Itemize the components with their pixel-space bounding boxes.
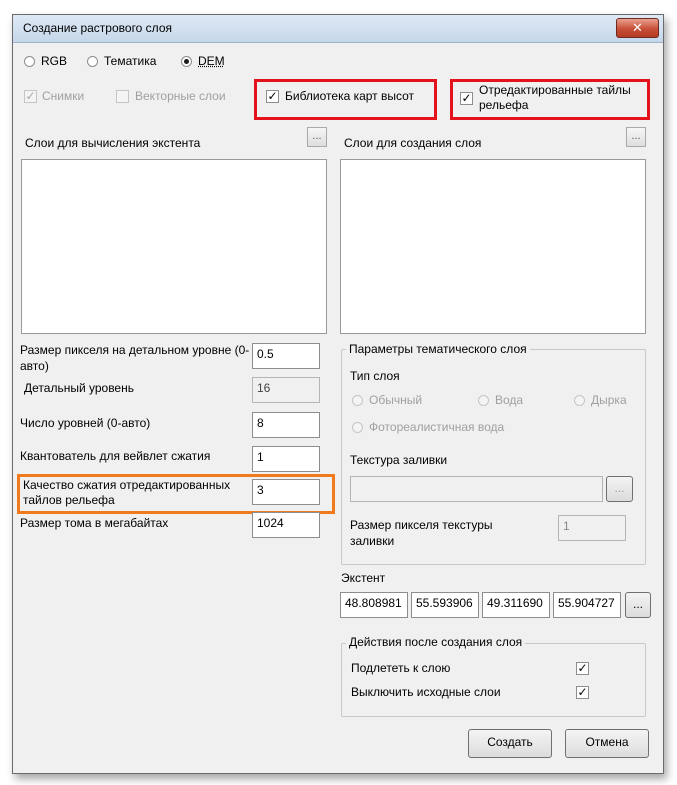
snapshots-checkbox[interactable]: ✓ [25, 89, 36, 103]
type-water-label: Вода [495, 393, 524, 407]
quantizer-label: Квантователь для вейвлет сжатия [20, 449, 211, 463]
radio-rgb-label: RGB [41, 54, 68, 68]
type-hole-radio[interactable] [574, 395, 585, 406]
radio-dem[interactable] [181, 56, 192, 67]
height-library-label: Библиотека карт высот [285, 89, 415, 103]
pixel-size-label: Размер пикселя на детальном уровне (0-авто) [20, 343, 250, 373]
disable-sources-checkbox[interactable]: ✓ [577, 685, 588, 699]
radio-thematic[interactable] [87, 56, 98, 67]
type-normal-radio[interactable] [352, 395, 363, 406]
height-library-checkbox[interactable]: ✓ [267, 89, 278, 103]
close-icon: ✕ [632, 20, 643, 35]
extent-input-1[interactable]: 48.808981 [340, 592, 408, 618]
extent-layers-label: Слои для вычисления экстента [25, 136, 201, 150]
disable-sources-label: Выключить исходные слои [351, 685, 501, 699]
thematic-params-title: Параметры тематического слоя [346, 342, 530, 356]
extent-input-4[interactable]: 55.904727 [553, 592, 621, 618]
extent-browse-button[interactable]: ... [625, 592, 651, 618]
dialog-window [12, 14, 664, 774]
volume-size-label: Размер тома в мегабайтах [20, 516, 169, 530]
type-photo-water-radio[interactable] [352, 422, 363, 433]
after-actions-group [341, 643, 646, 717]
create-button[interactable]: Создать [468, 729, 552, 758]
compression-quality-label: Качество сжатия отредактированных тайлов рельефа [23, 478, 231, 507]
snapshots-label: Снимки [42, 89, 85, 103]
fill-texture-field [350, 476, 603, 502]
vector-layers-checkbox[interactable] [116, 90, 129, 103]
fill-texture-browse-button[interactable]: ... [606, 476, 633, 502]
extent-input-3[interactable]: 49.311690 [482, 592, 550, 618]
close-button[interactable] [616, 18, 659, 38]
texture-pixel-size-field: 1 [558, 515, 626, 541]
radio-rgb[interactable] [24, 56, 35, 67]
type-photo-water-label: Фотореалистичная вода [369, 420, 505, 434]
levels-count-input[interactable]: 8 [252, 412, 320, 438]
pixel-size-input[interactable]: 0.5 [252, 343, 320, 369]
type-hole-label: Дырка [591, 393, 627, 407]
detail-level-field: 16 [252, 377, 320, 403]
extent-layers-menu-button[interactable]: ... [307, 127, 327, 147]
layer-type-label: Тип слоя [350, 369, 400, 383]
radio-thematic-label: Тематика [104, 54, 157, 68]
volume-size-input[interactable]: 1024 [252, 512, 320, 538]
texture-pixel-size-label: Размер пикселя текстуры заливки [350, 518, 493, 548]
compression-quality-input[interactable]: 3 [252, 479, 320, 505]
extent-layers-list[interactable] [21, 159, 327, 334]
fill-texture-label: Текстура заливки [350, 453, 448, 467]
extent-label: Экстент [341, 571, 386, 585]
cancel-button[interactable]: Отмена [565, 729, 649, 758]
radio-dem-label: DEM [198, 54, 225, 68]
edited-tiles-label: Отредактированные тайлы рельефа [479, 83, 631, 112]
type-water-radio[interactable] [478, 395, 489, 406]
after-actions-title: Действия после создания слоя [346, 635, 525, 649]
create-layers-list[interactable] [340, 159, 646, 334]
quantizer-input[interactable]: 1 [252, 446, 320, 472]
extent-input-2[interactable]: 55.593906 [411, 592, 479, 618]
window-title: Создание растрового слоя [23, 21, 172, 35]
fly-to-layer-checkbox[interactable]: ✓ [577, 661, 588, 675]
create-layers-label: Слои для создания слоя [344, 136, 482, 150]
create-layers-menu-button[interactable]: ... [626, 127, 646, 147]
edited-tiles-checkbox[interactable]: ✓ [461, 91, 472, 105]
type-normal-label: Обычный [369, 393, 423, 407]
detail-level-label: Детальный уровень [24, 381, 134, 395]
levels-count-label: Число уровней (0-авто) [20, 416, 151, 430]
fly-to-layer-label: Подлететь к слою [351, 661, 451, 675]
title-bar [13, 15, 663, 43]
vector-layers-label: Векторные слои [135, 89, 226, 103]
